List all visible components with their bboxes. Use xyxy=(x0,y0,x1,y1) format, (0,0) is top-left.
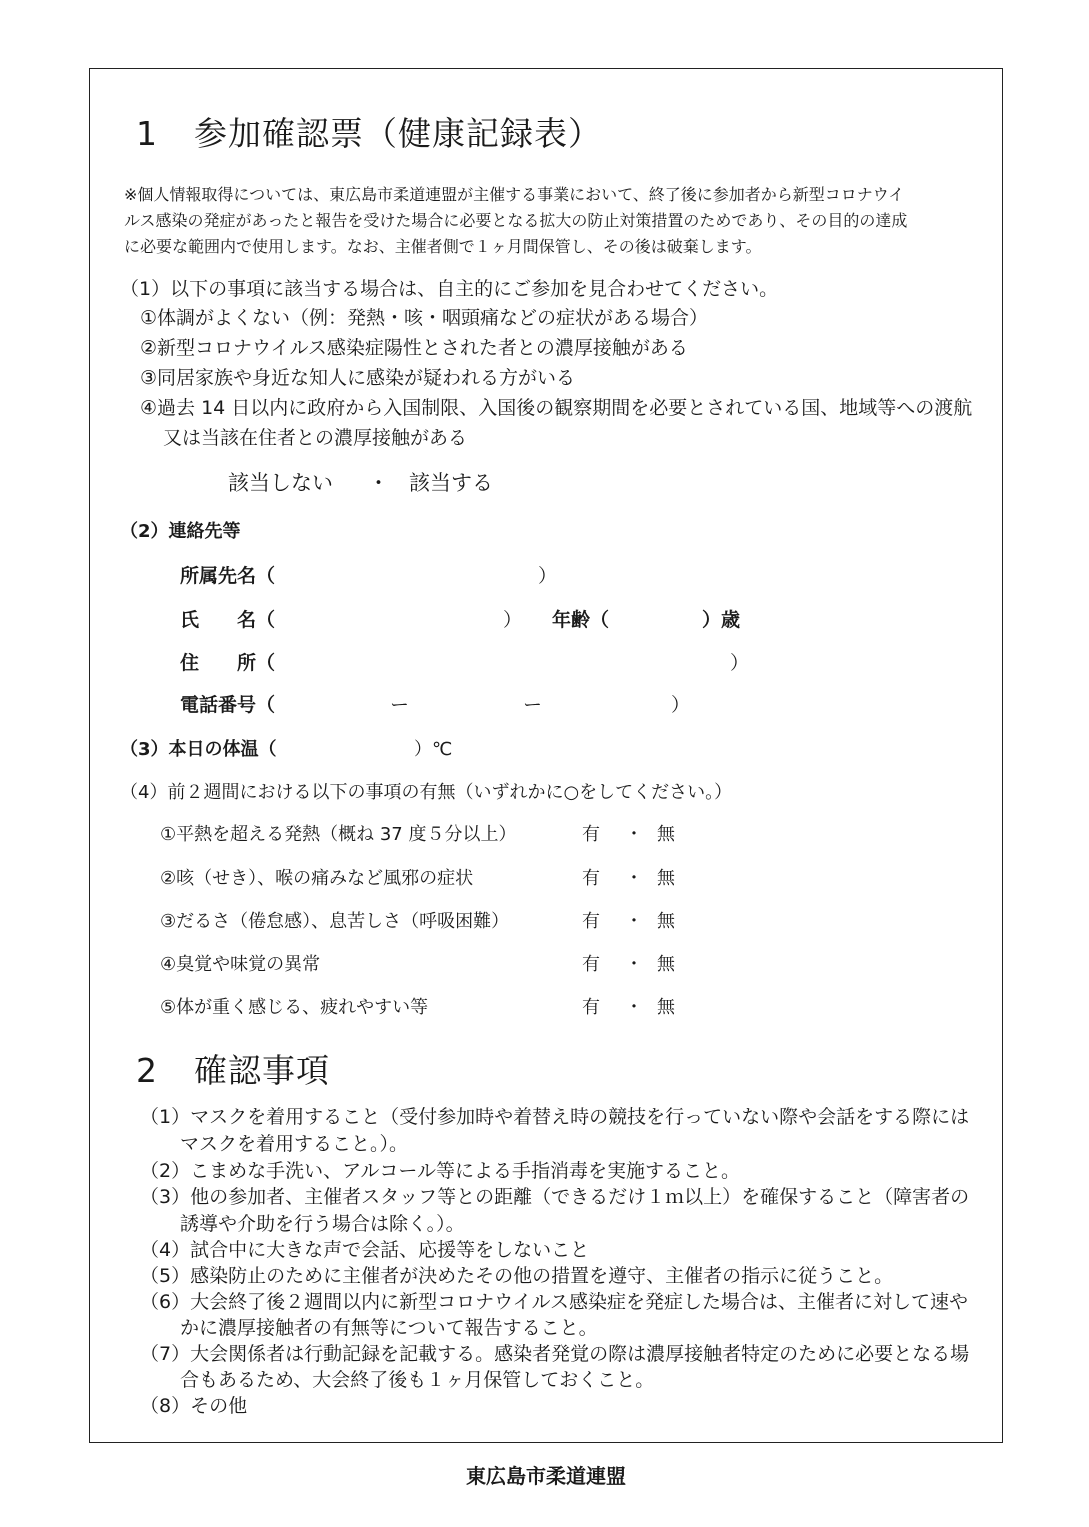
rule-line: （6）大会終了後２週間以内に新型コロナウイルス感染症を発症した場合は、主催者に対して速や xyxy=(140,1291,968,1313)
section2-number: 2 xyxy=(136,1051,158,1090)
section2-title: 確認事項 xyxy=(194,1051,330,1090)
notice-line: ※個人情報取得については、東広島市柔道連盟が主催する事業において、終了後に参加者から新型コロナウイ xyxy=(124,185,905,204)
q1-item: ④過去 14 日以内に政府から入国制限、入国後の観察期間を必要とされている国、地域等への渡航 xyxy=(140,397,973,419)
rule-line-continued: 誘導や介助を行う場合は除く。）。 xyxy=(180,1213,465,1235)
q1-choice-separator: ・ xyxy=(368,471,389,495)
symptom-yes[interactable]: 有 xyxy=(582,954,600,975)
symptom-no[interactable]: 無 xyxy=(657,824,675,845)
rule-line: （2）こまめな手洗い、アルコール等による手指消毒を実施すること。 xyxy=(140,1160,740,1182)
symptom-separator: ・ xyxy=(625,911,643,932)
q1-heading: （1）以下の事項に該当する場合は、自主的にご参加を見合わせてください。 xyxy=(120,278,779,300)
phone-label: 電話番号（ xyxy=(180,694,276,716)
symptom-item: ⑤体が重く感じる、疲れやすい等 xyxy=(160,997,429,1018)
address-close: ） xyxy=(730,652,750,674)
name-close: ） xyxy=(503,609,523,631)
section2-heading xyxy=(136,1045,330,1092)
rule-line: （7）大会関係者は行動記録を記載する。感染者発覚の際は濃厚接触者特定のために必要となる場 xyxy=(140,1343,970,1365)
rule-line: （1）マスクを着用すること（受付参加時や着替え時の競技を行っていない際や会話をする際には xyxy=(140,1106,970,1128)
q1-item-continued: 又は当該在住者との濃厚接触がある xyxy=(163,427,468,449)
rule-line: （5）感染防止のために主催者が決めたその他の措置を遵守、主催者の指示に従うこと。 xyxy=(140,1265,894,1287)
symptom-item: ④臭覚や味覚の異常 xyxy=(160,954,321,975)
symptom-no[interactable]: 無 xyxy=(657,868,675,889)
age-close: ）歳 xyxy=(702,609,741,631)
q1-item: ②新型コロナウイルス感染症陽性とされた者との濃厚接触がある xyxy=(140,337,688,359)
address-label: 住 所（ xyxy=(180,652,276,674)
symptom-yes[interactable]: 有 xyxy=(582,911,600,932)
q2-heading: （2）連絡先等 xyxy=(120,521,241,542)
phone-dash: ー xyxy=(523,694,543,716)
symptom-no[interactable]: 無 xyxy=(657,997,675,1018)
affiliation-close: ） xyxy=(538,565,558,587)
symptom-yes[interactable]: 有 xyxy=(582,824,600,845)
age-label: 年齢（ xyxy=(552,609,610,631)
phone-dash: ー xyxy=(390,694,410,716)
privacy-notice xyxy=(124,182,907,260)
symptom-yes[interactable]: 有 xyxy=(582,997,600,1018)
phone-close: ） xyxy=(671,694,691,716)
footer-organization: 東広島市柔道連盟 xyxy=(466,1464,626,1488)
symptom-separator: ・ xyxy=(625,997,643,1018)
symptom-separator: ・ xyxy=(625,868,643,889)
symptom-separator: ・ xyxy=(625,954,643,975)
temperature-close: ）℃ xyxy=(414,739,453,760)
q1-item: ③同居家族や身近な知人に感染が疑われる方がいる xyxy=(140,367,576,389)
q4-heading: （4）前２週間における以下の事項の有無（いずれかに○をしてください。） xyxy=(120,782,733,803)
name-label: 氏 名（ xyxy=(180,609,276,631)
notice-line: に必要な範囲内で使用します。なお、主催者側で１ヶ月間保管し、その後は破棄します。 xyxy=(124,237,762,256)
symptom-yes[interactable]: 有 xyxy=(582,868,600,889)
rule-line: （3）他の参加者、主催者スタッフ等との距離（できるだけ１ｍ以上）を確保すること（障害者の xyxy=(140,1186,970,1208)
q1-choice-applicable[interactable]: 該当する xyxy=(409,471,493,495)
section1-heading xyxy=(136,108,602,155)
symptom-no[interactable]: 無 xyxy=(657,911,675,932)
section1-title: 参加確認票（健康記録表） xyxy=(194,114,602,153)
rule-line-continued: かに濃厚接触者の有無等について報告すること。 xyxy=(180,1317,598,1339)
notice-line: ルス感染の発症があったと報告を受けた場合に必要となる拡大の防止対策措置のためであり、その目的の達成 xyxy=(124,211,908,230)
rule-line: （4）試合中に大きな声で会話、応援等をしないこと xyxy=(140,1239,590,1261)
rule-line: （8）その他 xyxy=(140,1395,248,1417)
rule-line-continued: 合もあるため、大会終了後も１ヶ月保管しておくこと。 xyxy=(180,1369,655,1391)
symptom-item: ①平熱を超える発熱（概ね 37 度５分以上） xyxy=(160,824,517,845)
section1-number: 1 xyxy=(136,114,158,153)
temperature-label: （3）本日の体温（ xyxy=(120,739,277,760)
q1-choice-not-applicable[interactable]: 該当しない xyxy=(228,471,333,495)
symptom-item: ②咳（せき）、喉の痛みなど風邪の症状 xyxy=(160,868,474,889)
symptom-no[interactable]: 無 xyxy=(657,954,675,975)
q1-item: ①体調がよくない（例：発熱・咳・咽頭痛などの症状がある場合） xyxy=(140,307,709,329)
affiliation-label: 所属先名（ xyxy=(180,565,276,587)
rule-line-continued: マスクを着用すること。）。 xyxy=(180,1133,409,1155)
symptom-item: ③だるさ（倦怠感）、息苦しさ（呼吸困難） xyxy=(160,911,510,932)
symptom-separator: ・ xyxy=(625,824,643,845)
